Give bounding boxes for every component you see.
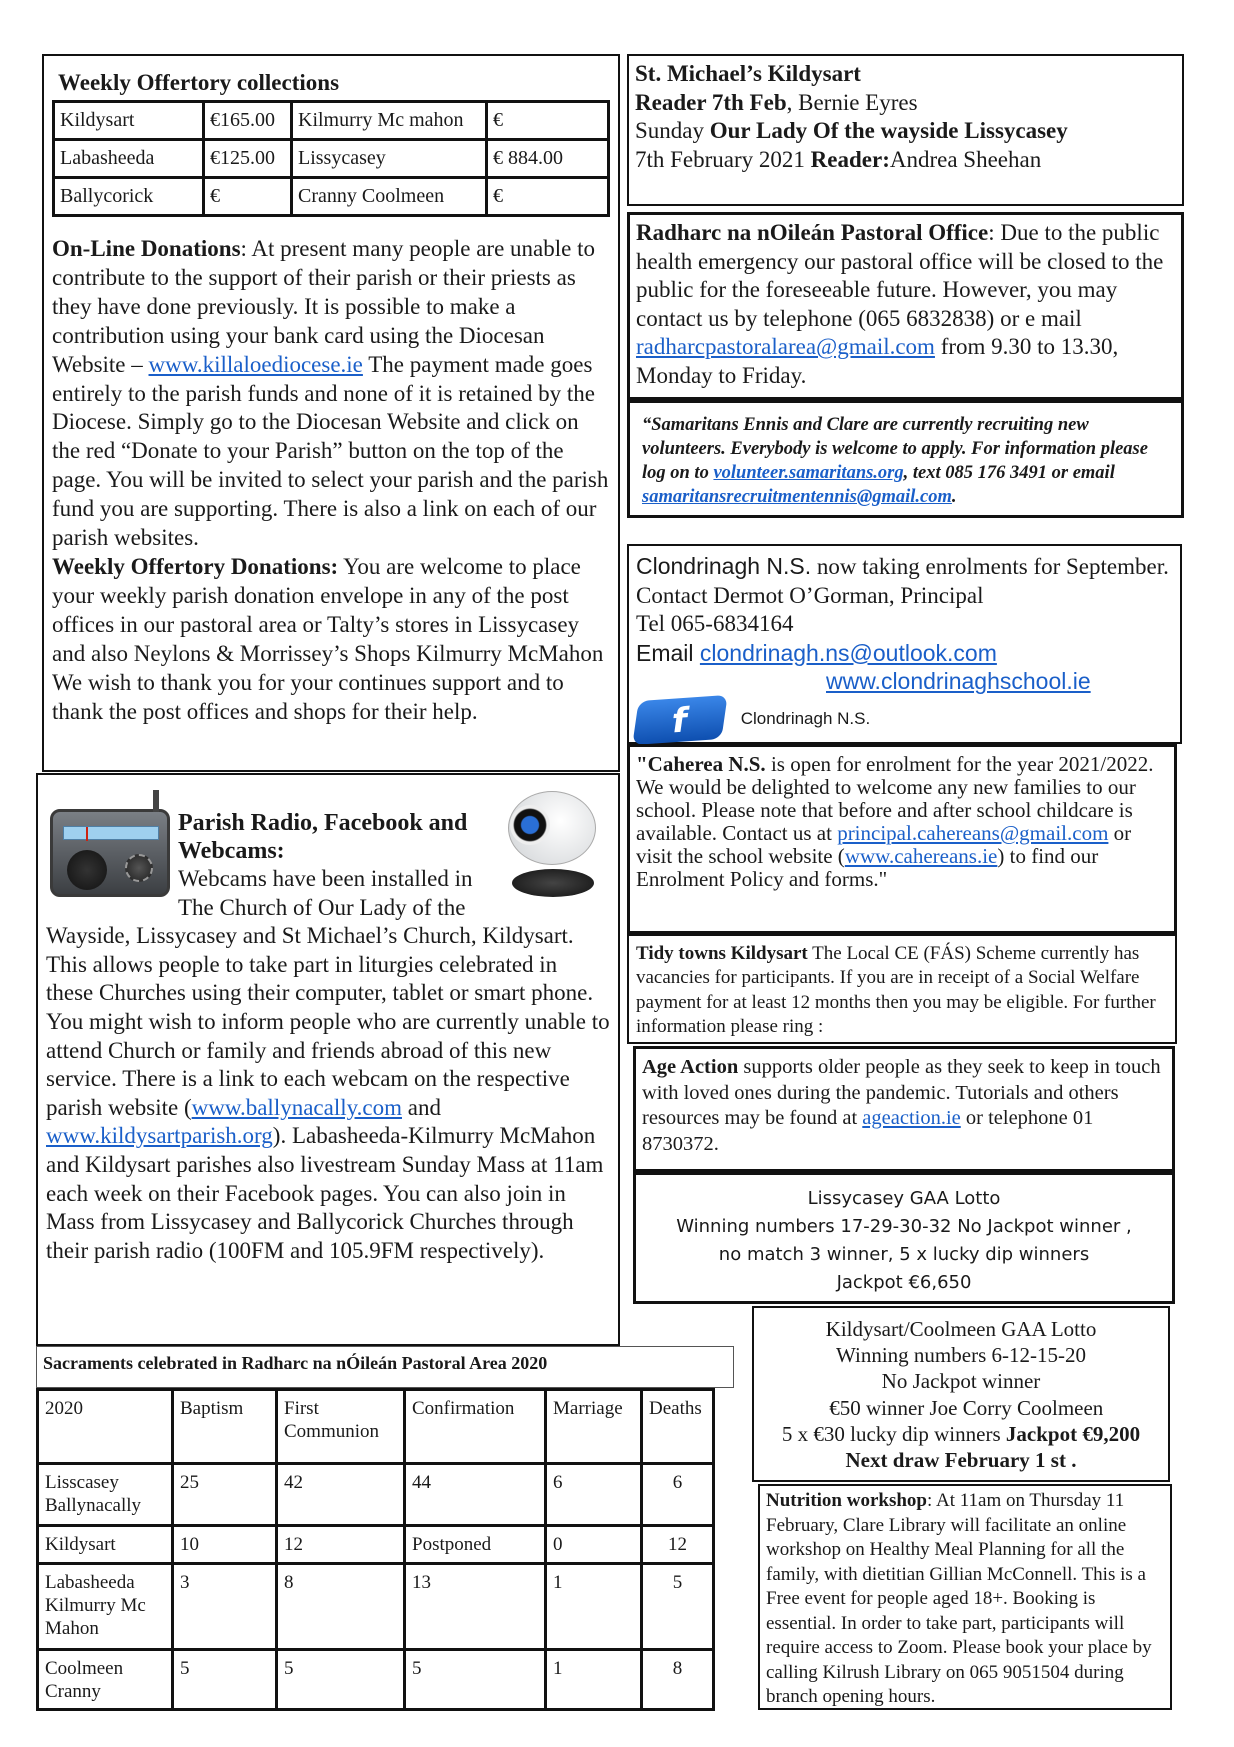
table-cell: € (487, 102, 609, 140)
age-action-link[interactable]: ageaction.ie (862, 1107, 961, 1129)
kildysart-lotto-section (752, 1306, 1170, 1482)
table-cell: 5 (277, 1650, 405, 1710)
lotto-line (758, 1421, 1164, 1447)
lotto-title: Lissycasey GAA Lotto (807, 1188, 1001, 1209)
lotto-line: Winning numbers 17-29-30-32 No Jackpot winner , (676, 1216, 1132, 1237)
table-row (38, 1526, 714, 1564)
caherea-website-link[interactable]: www.cahereans.ie (844, 844, 998, 868)
online-donations-paragraph (52, 235, 610, 726)
online-donations-heading: On-Line Donations (52, 236, 241, 261)
church-name: Our Lady Of the wayside Lissycasey (709, 118, 1068, 143)
table-cell: Labasheeda Kilmurry Mc Mahon (38, 1564, 173, 1650)
table-cell: 44 (405, 1464, 546, 1526)
radio-icon (50, 809, 170, 899)
nutrition-heading: Nutrition workshop (766, 1490, 927, 1511)
body-text: is open for enrolment for the year 2021/2022. We would be delighted to welcome any new families to our school. Please note that before and after school childcare is available. Contact us at (636, 752, 1154, 845)
table-cell: 6 (546, 1464, 642, 1526)
column-header: 2020 (38, 1390, 173, 1464)
table-cell: Lisscasey Ballynacally (38, 1464, 173, 1526)
body-text: : At present many people are unable to contribute to the support of their parish or their priests as they have done previously. It is possible to make a contribution using your bank card using the Diocesan Website – (52, 236, 595, 377)
st-michaels-title (635, 60, 1176, 89)
table-cell: Kildysart (38, 1526, 173, 1564)
st-michaels-section (627, 54, 1184, 206)
table-cell: 42 (277, 1464, 405, 1526)
caherea-email-link[interactable]: principal.cahereans@gmail.com (837, 821, 1109, 845)
body-text: : Due to the public health emergency our pastoral office will be closed to the public for the foreseeable future. However, you may contact us by telephone (065 6832838) or e mail (636, 220, 1164, 331)
body-text: The Local CE (FÁS) Scheme currently has vacancies for participants. If you are in receipt of a Social Welfare payment for at least 12 months then you may be eligible. For further information please ring : (636, 943, 1156, 1038)
table-cell: 12 (277, 1526, 405, 1564)
body-text: Webcams have been installed in The Church of Our Lady of the Wayside, Lissycasey and St Michael’s Church, Kildysart. This allows people to take part in liturgies celebrated in these Churches using their computer, tablet or smart phone. You might wish to inform people who are currently unable to attend Church or family and friends abroad of this new service. There is a link to each webcam on the respective parish website ( (46, 866, 610, 1120)
body-text: 7th February 2021 (635, 146, 811, 172)
body-text: , text 085 176 3491 or email (903, 463, 1115, 483)
lotto-title: Kildysart/Coolmeen GAA Lotto (825, 1317, 1097, 1341)
column-header: First Communion (277, 1390, 405, 1464)
clondrinagh-email-link[interactable]: clondrinagh.ns@outlook.com (699, 639, 997, 666)
table-cell: 3 (173, 1564, 277, 1650)
tidy-towns-heading: Tidy towns Kildysart (636, 943, 808, 964)
pastoral-office-section (627, 212, 1184, 400)
table-cell: Labasheeda (54, 140, 204, 178)
offertory-section (42, 54, 620, 772)
samaritans-email-link[interactable]: samaritansrecruitmentennis@gmail.com (642, 487, 952, 507)
table-row (38, 1464, 714, 1526)
next-draw-text: Next draw February 1 st . (845, 1448, 1077, 1473)
reader-line (635, 89, 1176, 118)
table-row (54, 140, 609, 178)
body-text: now taking enrolments for September. Contact Dermot O’Gorman, Principal (636, 554, 1169, 608)
clondrinagh-section (627, 544, 1182, 744)
body-text: 5 x €30 lucky dip winners (781, 1421, 1006, 1446)
radio-webcam-section (36, 773, 620, 1346)
radio-paragraph (46, 865, 610, 1265)
table-cell: 12 (642, 1526, 714, 1564)
offertory-table (52, 100, 610, 217)
table-cell: €165.00 (204, 102, 292, 140)
table-cell: 6 (642, 1464, 714, 1526)
pastoral-heading: Radharc na nOileán Pastoral Office (636, 220, 989, 245)
kildysart-parish-link[interactable]: www.kildysartparish.org (46, 1123, 273, 1149)
lotto-line: €50 winner Joe Corry Coolmeen (818, 1395, 1104, 1420)
body-text: “Samaritans Ennis and Clare are currently recruiting new volunteers. Everybody is welcome to apply. For information please log on to (642, 415, 1148, 483)
label-text: Email (636, 639, 700, 666)
column-header: Confirmation (405, 1390, 546, 1464)
heading-text: St. Michael’s Kildysart (635, 61, 861, 86)
body-text: Andrea Sheehan (889, 146, 1042, 172)
table-cell: € (204, 178, 292, 216)
table-cell: Ballycorick (54, 178, 204, 216)
lotto-line: No Jackpot winner (881, 1369, 1041, 1394)
offertory-title: Weekly Offertory collections (58, 70, 340, 95)
table-cell: 5 (405, 1650, 546, 1710)
date-line (635, 146, 1176, 175)
table-cell: 25 (173, 1464, 277, 1526)
table-cell: Postponed (405, 1526, 546, 1564)
samaritans-link[interactable]: volunteer.samaritans.org (713, 463, 904, 483)
nutrition-workshop-section (758, 1484, 1172, 1710)
next-draw (758, 1447, 1164, 1473)
table-cell: €125.00 (204, 140, 292, 178)
body-text: : At 11am on Thursday 11 February, Clare Library will facilitate an online workshop on Healthy Meal Planning for all the family, with dietitian Gillian McConnell. This is a Free event for people aged 18+. Booking is essential. In order to take part, participants will require access to Zoom. Please book your place by calling Kilrush Library on 065 9051504 during branch opening hours. (766, 1490, 1152, 1707)
column-header: Baptism (173, 1390, 277, 1464)
table-header-row (38, 1390, 714, 1464)
body-text: The payment made goes entirely to the parish funds and none of it is retained by the Diocese. Simply go to the Diocesan Website and click on the red “Donate to your Parish” button on the top of the page. You will be invited to select your parish and the parish fund you are supporting. There is also a link on each of our parish websites. (52, 351, 609, 551)
table-cell: Kilmurry Mc mahon (292, 102, 487, 140)
body-text: ) to find our Enrolment Policy and forms." (636, 844, 1099, 891)
body-text: , Bernie Eyres (786, 89, 918, 115)
lotto-line: Winning numbers 6-12-15-20 (836, 1343, 1086, 1368)
table-row (54, 178, 609, 216)
caherea-heading: "Caherea N.S. (636, 752, 766, 776)
body-text: You are welcome to place your weekly parish donation envelope in any of the post offices in our pastoral area or Talty’s stores in Lissycasey and also Neylons & Morrissey’s Shops Kilmurry McMahon We wish to thank you for your continues support and to thank the post offices and shops for their help. (52, 553, 604, 724)
table-cell: 5 (642, 1564, 714, 1650)
webcam-icon (502, 791, 602, 901)
lotto-jackpot: Jackpot €6,650 (836, 1272, 972, 1293)
sacraments-title: Sacraments celebrated in Radharc na nÓileán Pastoral Area 2020 (36, 1346, 734, 1388)
table-cell: 8 (277, 1564, 405, 1650)
label-text: Reader: (810, 146, 890, 172)
radio-heading: Parish Radio, Facebook and Webcams: (178, 810, 468, 864)
table-cell: Cranny Coolmeen (292, 178, 487, 216)
table-cell: Kildysart (54, 102, 204, 140)
age-action-section (633, 1046, 1175, 1172)
table-cell: 1 (546, 1564, 642, 1650)
body-text: ). Labasheeda-Kilmurry McMahon and Kildysart parishes also livestream Sunday Mass at 11am each week on their Facebook pages. You can also join in Mass from Lissycasey and Ballycorick Churches through their parish radio (100FM and 105.9FM respectively). (46, 1123, 604, 1263)
table-cell: Coolmeen Cranny (38, 1650, 173, 1710)
pastoral-email-link[interactable]: radharcpastoralarea@gmail.com (636, 334, 935, 359)
table-cell: 5 (173, 1650, 277, 1710)
facebook-icon[interactable]: f (632, 695, 727, 745)
table-cell: € (487, 178, 609, 216)
table-cell: 10 (173, 1526, 277, 1564)
column-header: Marriage (546, 1390, 642, 1464)
table-cell: 13 (405, 1564, 546, 1650)
table-cell: 8 (642, 1650, 714, 1710)
school-name: Clondrinagh N.S. (636, 553, 812, 579)
samaritans-section (627, 400, 1184, 518)
table-cell: Lissycasey (292, 140, 487, 178)
telephone-text: Tel 065-6834164 (636, 611, 794, 637)
body-text: Sunday (635, 118, 710, 143)
column-header: Deaths (642, 1390, 714, 1464)
ballynacally-link[interactable]: www.ballynacally.com (191, 1094, 402, 1120)
body-text: . (951, 487, 957, 507)
age-action-heading: Age Action (642, 1056, 739, 1078)
table-row (38, 1564, 714, 1650)
sacraments-table (36, 1388, 715, 1711)
facebook-label[interactable]: Clondrinagh N.S. (740, 709, 871, 729)
body-text: and (401, 1094, 441, 1120)
table-cell: € 884.00 (487, 140, 609, 178)
caherea-section (627, 744, 1177, 934)
clondrinagh-website-link[interactable]: www.clondrinaghschool.ie (826, 668, 1091, 695)
body-text: from 9.30 to 13.30, Monday to Friday. (636, 334, 1119, 388)
lotto-line: no match 3 winner, 5 x lucky dip winners (718, 1244, 1090, 1265)
diocese-link[interactable]: www.killaloediocese.ie (148, 351, 363, 377)
body-text: or visit the school website ( (636, 821, 1132, 868)
body-text: supports older people as they seek to keep in touch with loved ones during the pandemic. Tutorials and others resources may be found at (642, 1056, 1161, 1129)
table-row (38, 1650, 714, 1710)
lotto-jackpot: Jackpot €9,200 (1005, 1421, 1141, 1446)
weekly-donations-heading: Weekly Offertory Donations: (52, 553, 339, 579)
tidy-towns-section (627, 934, 1177, 1044)
sunday-line (635, 117, 1176, 146)
label-text: Reader 7th Feb (635, 89, 787, 115)
body-text: or telephone 01 8730372. (642, 1107, 1094, 1155)
table-cell: 1 (546, 1650, 642, 1710)
table-row (54, 102, 609, 140)
table-cell: 0 (546, 1526, 642, 1564)
lissycasey-lotto-section (633, 1172, 1175, 1304)
